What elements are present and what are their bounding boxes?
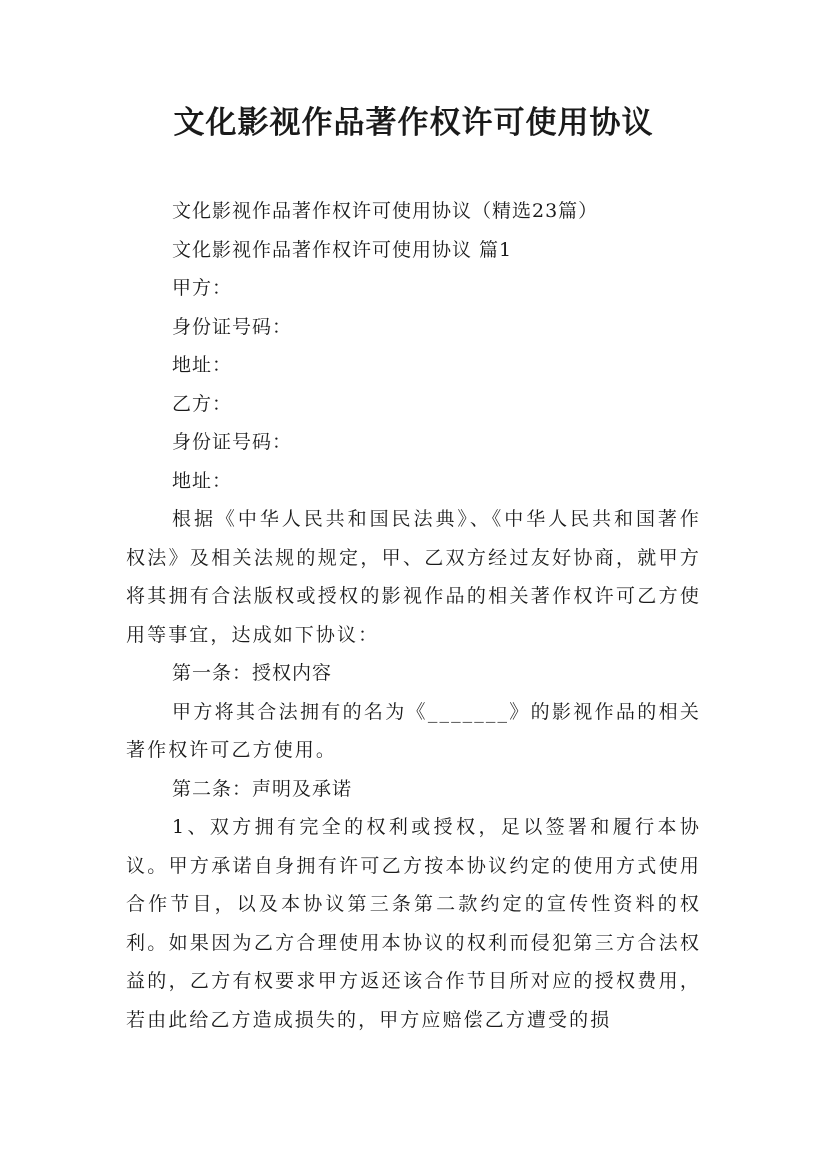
article-1-paragraph: 甲方将其合法拥有的名为《_______》的影视作品的相关著作权许可乙方使用。 — [126, 700, 701, 761]
document-title: 文化影视作品著作权许可使用协议 — [173, 105, 654, 141]
document-subtitle: 文化影视作品著作权许可使用协议（精选23篇） — [172, 200, 599, 222]
article-2-heading: 第二条：声明及承诺 — [172, 777, 353, 800]
party-b-id-label: 身份证号码： — [172, 431, 293, 453]
article-2-item-1-paragraph: 1、双方拥有完全的权利或授权，足以签署和履行本协议。甲方承诺自身拥有许可乙方按本协议约定的使用方式使用合作节目，以及本协议第三条第二款约定的宣传性资料的权利。如果因为乙方合理使用本协议的权利而侵犯第三方合法权益的，乙方有权要求甲方返还该合作节目所对应的授权费用，若由此给乙方造成损失的，甲方应赔偿乙方遭受的损 — [126, 816, 701, 1031]
party-a-address-label: 地址： — [172, 354, 233, 376]
preamble-paragraph: 根据《中华人民共和国民法典》、《中华人民共和国著作权法》及相关法规的规定，甲、乙双方经过友好协商，就甲方将其拥有合法版权或授权的影视作品的相关著作权许可乙方使用等事宜，达成如下协议： — [126, 508, 701, 646]
party-b-address-label: 地址： — [172, 469, 233, 492]
party-a-label: 甲方： — [172, 277, 233, 299]
party-a-id-label: 身份证号码： — [172, 315, 293, 338]
party-b-label: 乙方： — [172, 392, 233, 415]
section-heading: 文化影视作品著作权许可使用协议 篇1 — [172, 238, 513, 261]
document-body — [126, 192, 701, 1039]
article-1-heading: 第一条：授权内容 — [172, 662, 333, 684]
